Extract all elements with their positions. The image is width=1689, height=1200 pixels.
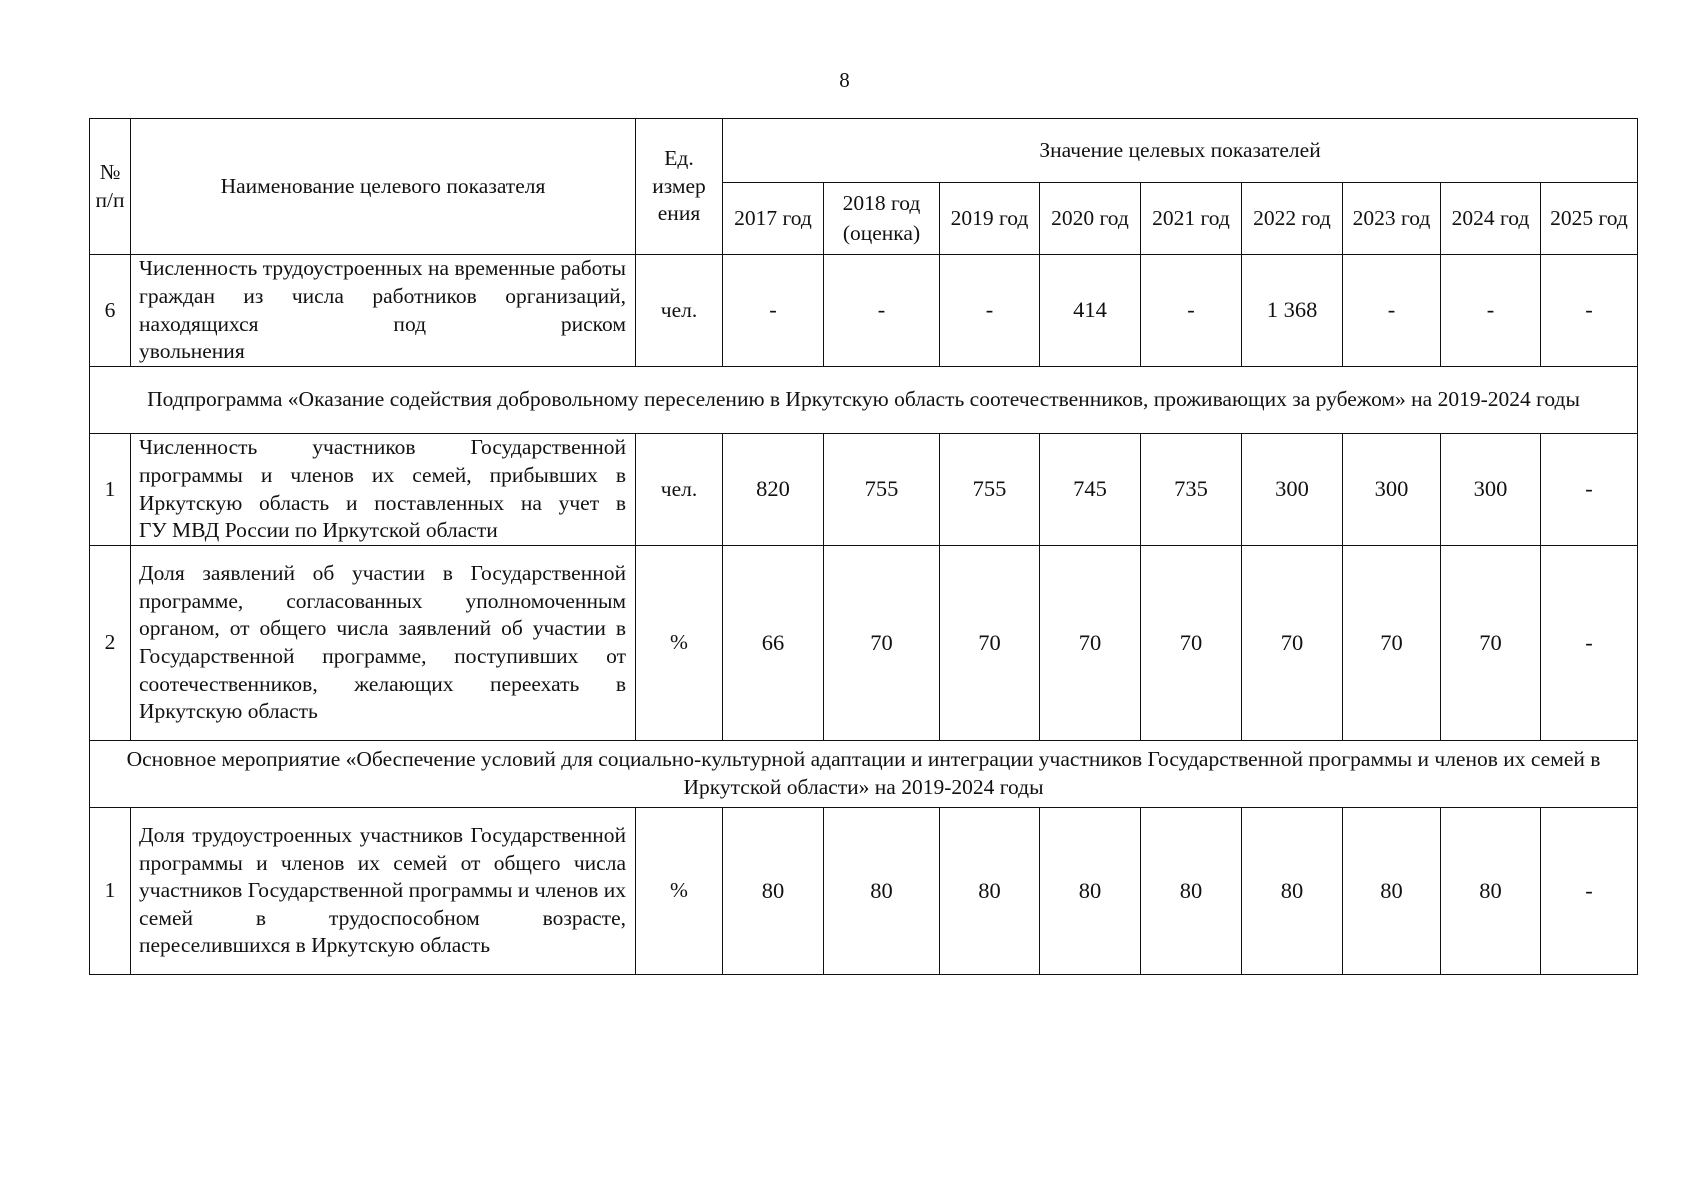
row-value: 70 [1141, 546, 1242, 741]
row-value: 80 [1040, 808, 1141, 975]
header-year: 2021 год [1141, 183, 1242, 255]
row-value: - [1541, 255, 1638, 367]
row-value: 70 [1242, 546, 1343, 741]
row-num: 2 [90, 546, 131, 741]
header-values-group: Значение целевых показателей [723, 119, 1638, 183]
row-value: - [1441, 255, 1541, 367]
table-row [90, 808, 1638, 975]
header-unit: Ед. измер ения [636, 119, 723, 255]
row-unit: чел. [636, 434, 723, 546]
header-year: 2018 год (оценка) [824, 183, 940, 255]
row-value: 735 [1141, 434, 1242, 546]
target-indicators-table [89, 118, 1638, 975]
section-title: Подпрограмма «Оказание содействия добровольному переселению в Иркутскую область соотечественников, проживающих за рубежом» на 2019-2024 годы [90, 367, 1638, 434]
row-num: 1 [90, 434, 131, 546]
row-value: - [940, 255, 1040, 367]
row-value: 70 [824, 546, 940, 741]
row-value: 80 [723, 808, 824, 975]
row-value: 300 [1441, 434, 1541, 546]
row-name: Численность трудоустроенных на временные работы граждан из числа работников организаций, находящихся под риском увольнения [131, 255, 636, 367]
header-year: 2024 год [1441, 183, 1541, 255]
table-row [90, 546, 1638, 741]
row-value: - [1541, 546, 1638, 741]
header-row-1 [90, 119, 1638, 183]
row-name: Доля заявлений об участии в Государственной программе, согласованных уполномоченным органом, от общего числа заявлений об участии в Государственной программе, поступивших от соотечественников, желающих переехать в Иркутскую область [131, 546, 636, 741]
table-row [90, 434, 1638, 546]
header-name: Наименование целевого показателя [131, 119, 636, 255]
row-value: 66 [723, 546, 824, 741]
row-value: 300 [1242, 434, 1343, 546]
row-value: 300 [1343, 434, 1441, 546]
header-year: 2022 год [1242, 183, 1343, 255]
header-year: 2019 год [940, 183, 1040, 255]
row-num: 1 [90, 808, 131, 975]
header-year: 2020 год [1040, 183, 1141, 255]
row-value: 755 [824, 434, 940, 546]
header-year: 2025 год [1541, 183, 1638, 255]
section-row [90, 367, 1638, 434]
header-num: № п/п [90, 119, 131, 255]
row-value: 70 [1441, 546, 1541, 741]
row-value: - [1541, 808, 1638, 975]
row-value: 70 [940, 546, 1040, 741]
row-value: 414 [1040, 255, 1141, 367]
row-value: - [1541, 434, 1638, 546]
row-value: 80 [1441, 808, 1541, 975]
row-name: Доля трудоустроенных участников Государственной программы и членов их семей от общего числа участников Государственной программы и членов их семей в трудоспособном возрасте, переселившихся в Иркутскую область [131, 808, 636, 975]
row-unit: чел. [636, 255, 723, 367]
header-year: 2023 год [1343, 183, 1441, 255]
row-value: - [824, 255, 940, 367]
row-value: 70 [1343, 546, 1441, 741]
section-row [90, 741, 1638, 808]
page-number: 8 [839, 68, 850, 92]
row-value: 80 [1242, 808, 1343, 975]
row-value: - [1343, 255, 1441, 367]
row-value: 80 [940, 808, 1040, 975]
row-unit: % [636, 808, 723, 975]
row-value: 80 [824, 808, 940, 975]
row-unit: % [636, 546, 723, 741]
row-name: Численность участников Государственной программы и членов их семей, прибывших в Иркутскую область и поставленных на учет в ГУ МВД России по Иркутской области [131, 434, 636, 546]
row-value: - [723, 255, 824, 367]
row-value: 820 [723, 434, 824, 546]
section-title: Основное мероприятие «Обеспечение условий для социально-культурной адаптации и интеграции участников Государственной программы и членов их семей в Иркутской области» на 2019-2024 годы [90, 741, 1638, 808]
row-value: 70 [1040, 546, 1141, 741]
row-value: 745 [1040, 434, 1141, 546]
row-num: 6 [90, 255, 131, 367]
row-value: - [1141, 255, 1242, 367]
row-value: 80 [1141, 808, 1242, 975]
row-value: 1 368 [1242, 255, 1343, 367]
header-year: 2017 год [723, 183, 824, 255]
table-row [90, 255, 1638, 367]
row-value: 80 [1343, 808, 1441, 975]
row-value: 755 [940, 434, 1040, 546]
